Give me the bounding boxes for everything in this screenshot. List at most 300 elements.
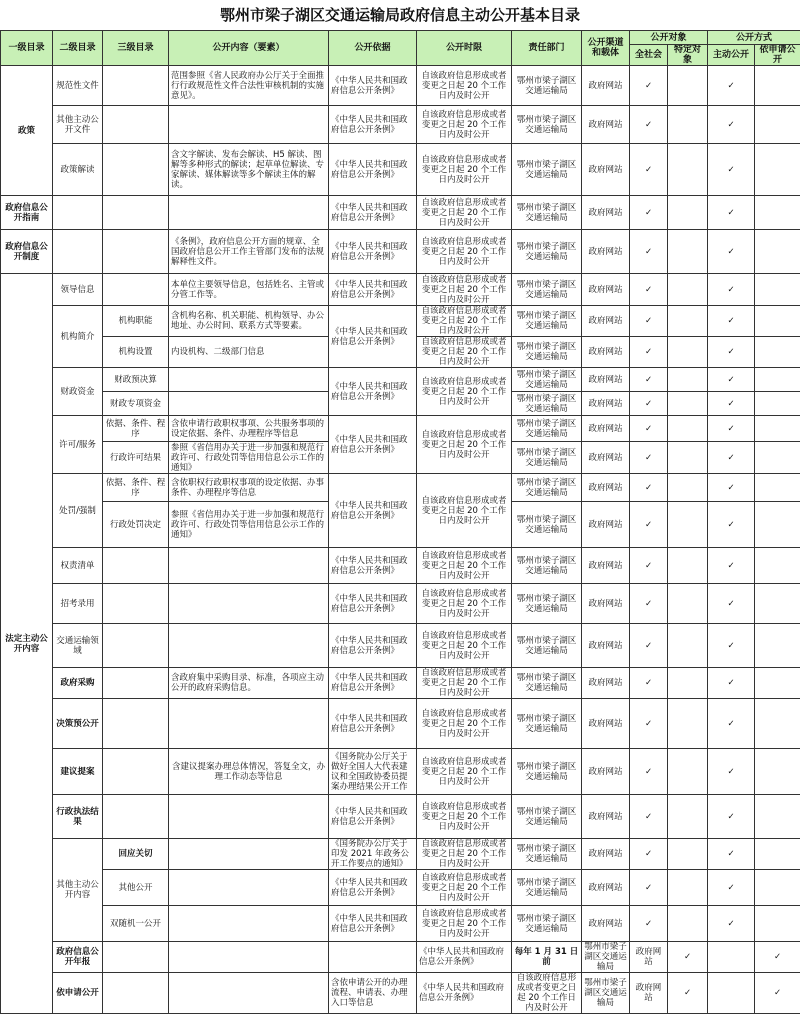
basis-cell: 《中华人民共和国政府信息公开条例》: [329, 230, 417, 274]
level2-cell: 财政资金: [53, 368, 103, 416]
empty-cell: [103, 196, 169, 230]
channel-cell: 政府网站: [582, 306, 630, 337]
check-mark: ✓: [708, 442, 755, 474]
empty-cell: [755, 906, 800, 942]
check-mark: ✓: [630, 795, 668, 839]
dept-cell: 鄂州市梁子湖区交通运输局: [512, 699, 582, 749]
table-row: [1, 306, 800, 337]
empty-cell: [103, 624, 169, 668]
empty-cell: [103, 973, 169, 1014]
table-row: [1, 368, 800, 392]
check-mark: ✓: [708, 106, 755, 144]
table-row: [1, 699, 800, 749]
empty-cell: [668, 474, 708, 502]
empty-cell: [668, 839, 708, 870]
empty-cell: [668, 502, 708, 548]
empty-cell: [755, 839, 800, 870]
basis-cell: 《中华人民共和国政府信息公开条例》: [329, 624, 417, 668]
check-mark: ✓: [630, 668, 668, 699]
check-mark: ✓: [708, 368, 755, 392]
empty-cell: [755, 144, 800, 196]
basis-cell: 《中华人民共和国政府信息公开条例》: [329, 795, 417, 839]
empty-cell: [103, 584, 169, 624]
level2-cell: 建议提案: [53, 749, 103, 795]
dept-cell: 鄂州市梁子湖区交通运输局: [512, 668, 582, 699]
dept-cell: 鄂州市梁子湖区交通运输局: [512, 502, 582, 548]
time-cell: 自该政府信息形成或者变更之日起 20 个工作日内及时公开: [512, 973, 582, 1014]
level3-cell: [103, 144, 169, 196]
level1-cell: 法定主动公开内容: [1, 274, 53, 1014]
check-mark: ✓: [708, 749, 755, 795]
channel-cell: 政府网站: [630, 942, 668, 973]
empty-cell: [668, 416, 708, 442]
basis-cell: 《中华人民共和国政府信息公开条例》: [329, 668, 417, 699]
table-row: [1, 474, 800, 502]
dept-cell: 鄂州市梁子湖区交通运输局: [512, 548, 582, 584]
level2-cell: 许可/服务: [53, 416, 103, 474]
empty-cell: [668, 66, 708, 106]
basis-cell: 《中华人民共和国政府信息公开条例》: [329, 906, 417, 942]
dept-cell: 鄂州市梁子湖区交通运输局: [512, 584, 582, 624]
check-mark: ✓: [708, 337, 755, 368]
empty-cell: [668, 584, 708, 624]
empty-cell: [169, 942, 329, 973]
dept-cell: 鄂州市梁子湖区交通运输局: [512, 66, 582, 106]
channel-cell: 政府网站: [582, 106, 630, 144]
dept-cell: 鄂州市梁子湖区交通运输局: [512, 144, 582, 196]
content-cell: 含依申请行政职权事项、公共服务事项的设定依据、条件、办理程序等信息: [169, 416, 329, 442]
check-mark: ✓: [630, 624, 668, 668]
empty-cell: [169, 839, 329, 870]
level2-cell: 权责清单: [53, 548, 103, 584]
empty-cell: [103, 795, 169, 839]
check-mark: ✓: [630, 416, 668, 442]
channel-cell: 政府网站: [582, 392, 630, 416]
empty-cell: [668, 870, 708, 906]
level2-cell: 其他主动公开文件: [53, 106, 103, 144]
table-row: [1, 196, 800, 230]
table-row: [1, 106, 800, 144]
empty-cell: [53, 196, 103, 230]
check-mark: ✓: [630, 442, 668, 474]
table-row: [1, 584, 800, 624]
table-row: [1, 749, 800, 795]
header-target-specific: 特定对象: [668, 45, 708, 66]
check-mark: ✓: [708, 230, 755, 274]
dept-cell: 鄂州市梁子湖区交通运输局: [512, 906, 582, 942]
level2-cell: 政府采购: [53, 668, 103, 699]
header-level1: 一级目录: [1, 31, 53, 66]
basis-cell: 《中华人民共和国政府信息公开条例》: [329, 106, 417, 144]
empty-cell: [755, 306, 800, 337]
header-content: 公开内容（要素）: [169, 31, 329, 66]
table-row: [1, 795, 800, 839]
empty-cell: [169, 795, 329, 839]
channel-cell: 政府网站: [582, 870, 630, 906]
table-row: [1, 66, 800, 106]
check-mark: ✓: [708, 548, 755, 584]
check-mark: ✓: [630, 749, 668, 795]
dept-cell: 鄂州市梁子湖区交通运输局: [512, 306, 582, 337]
channel-cell: 政府网站: [582, 749, 630, 795]
empty-cell: [755, 416, 800, 442]
channel-cell: 政府网站: [582, 230, 630, 274]
dept-cell: 鄂州市梁子湖区交通运输局: [512, 416, 582, 442]
level2-cell: 政策解读: [53, 144, 103, 196]
time-cell: 自该政府信息形成或者变更之日起 20 个工作日内及时公开: [417, 906, 512, 942]
empty-cell: [169, 368, 329, 392]
empty-cell: [169, 624, 329, 668]
empty-cell: [668, 144, 708, 196]
content-cell: 含建议提案办理总体情况，答复全文，办理工作动态等信息: [169, 749, 329, 795]
basis-cell: 《中华人民共和国政府信息公开条例》: [329, 144, 417, 196]
header-dept: 责任部门: [512, 31, 582, 66]
empty-cell: [755, 548, 800, 584]
basis-cell: 《中华人民共和国政府信息公开条例》: [329, 196, 417, 230]
time-cell: 自该政府信息形成或者变更之日起 20 个工作日内及时公开: [417, 274, 512, 306]
empty-cell: [668, 624, 708, 668]
check-mark: ✓: [708, 795, 755, 839]
dept-cell: 鄂州市梁子湖区交通运输局: [512, 230, 582, 274]
table-row: [1, 906, 800, 942]
empty-cell: [668, 337, 708, 368]
check-mark: ✓: [630, 699, 668, 749]
empty-cell: [169, 906, 329, 942]
content-cell: [169, 106, 329, 144]
empty-cell: [755, 624, 800, 668]
empty-cell: [103, 230, 169, 274]
channel-cell: 政府网站: [582, 274, 630, 306]
time-cell: 自该政府信息形成或者变更之日起 20 个工作日内及时公开: [417, 548, 512, 584]
channel-cell: 政府网站: [582, 442, 630, 474]
time-cell: 自该政府信息形成或者变更之日起 20 个工作日内及时公开: [417, 795, 512, 839]
level2-cell: 决策预公开: [53, 699, 103, 749]
check-mark: ✓: [630, 337, 668, 368]
channel-cell: 政府网站: [582, 196, 630, 230]
header-target-group: 公开对象: [630, 31, 708, 45]
header-time: 公开时限: [417, 31, 512, 66]
time-cell: 自该政府信息形成或者变更之日起 20 个工作日内及时公开: [417, 474, 512, 548]
check-mark: ✓: [708, 274, 755, 306]
basis-cell: 《中华人民共和国政府信息公开条例》: [329, 306, 417, 368]
level2-cell: 交通运输领域: [53, 624, 103, 668]
empty-cell: [668, 906, 708, 942]
level3-cell: [103, 66, 169, 106]
dept-cell: 鄂州市梁子湖区交通运输局: [512, 474, 582, 502]
level3-cell: 双随机一公开: [103, 906, 169, 942]
empty-cell: [668, 368, 708, 392]
time-cell: 自该政府信息形成或者变更之日起 20 个工作日内及时公开: [417, 144, 512, 196]
level3-cell: 依据、条件、程序: [103, 416, 169, 442]
dept-cell: 鄂州市梁子湖区交通运输局: [512, 870, 582, 906]
basis-cell: 《中华人民共和国政府信息公开条例》: [329, 584, 417, 624]
dept-cell: 鄂州市梁子湖区交通运输局: [512, 368, 582, 392]
empty-cell: [755, 502, 800, 548]
channel-cell: 政府网站: [582, 416, 630, 442]
time-cell: 自该政府信息形成或者变更之日起 20 个工作日内及时公开: [417, 196, 512, 230]
channel-cell: 政府网站: [582, 548, 630, 584]
basis-cell: 《国务院办公厅关于印发 2021 年政务公开工作要点的通知》: [329, 839, 417, 870]
check-mark: ✓: [668, 942, 708, 973]
table-row: [1, 624, 800, 668]
level3-cell: [103, 106, 169, 144]
check-mark: ✓: [630, 196, 668, 230]
content-cell: 含依申请公开的办理流程、申请表、办理入口等信息: [329, 973, 417, 1014]
empty-cell: [668, 306, 708, 337]
level3-cell: 机构设置: [103, 337, 169, 368]
dept-cell: 鄂州市梁子湖区交通运输局: [512, 106, 582, 144]
empty-cell: [668, 274, 708, 306]
header-level2: 二级目录: [53, 31, 103, 66]
check-mark: ✓: [630, 392, 668, 416]
table-row: [1, 668, 800, 699]
level3-cell: 财政预决算: [103, 368, 169, 392]
basis-cell: 《中华人民共和国政府信息公开条例》: [329, 416, 417, 474]
table-row: [1, 416, 800, 442]
channel-cell: 政府网站: [582, 624, 630, 668]
empty-cell: [103, 274, 169, 306]
check-mark: ✓: [708, 66, 755, 106]
empty-cell: [755, 870, 800, 906]
check-mark: ✓: [630, 144, 668, 196]
empty-cell: [755, 795, 800, 839]
level2-cell: 领导信息: [53, 274, 103, 306]
level3-cell: 行政许可结果: [103, 442, 169, 474]
level2-cell: 处罚/强制: [53, 474, 103, 548]
empty-cell: [668, 230, 708, 274]
header-basis: 公开依据: [329, 31, 417, 66]
table-row: [1, 870, 800, 906]
time-cell: 自该政府信息形成或者变更之日起 20 个工作日内及时公开: [417, 749, 512, 795]
check-mark: ✓: [708, 624, 755, 668]
empty-cell: [103, 668, 169, 699]
time-cell: 自该政府信息形成或者变更之日起 20 个工作日内及时公开: [417, 337, 512, 368]
header-mode-active: 主动公开: [708, 45, 755, 66]
channel-cell: 政府网站: [582, 368, 630, 392]
check-mark: ✓: [708, 502, 755, 548]
check-mark: ✓: [630, 839, 668, 870]
empty-cell: [755, 106, 800, 144]
channel-cell: 政府网站: [582, 66, 630, 106]
time-cell: 自该政府信息形成或者变更之日起 20 个工作日内及时公开: [417, 584, 512, 624]
time-cell: 自该政府信息形成或者变更之日起 20 个工作日内及时公开: [417, 668, 512, 699]
check-mark: ✓: [630, 66, 668, 106]
check-mark: ✓: [708, 474, 755, 502]
check-mark: ✓: [708, 870, 755, 906]
level2-cell: 其他主动公开内容: [53, 839, 103, 942]
empty-cell: [53, 230, 103, 274]
dept-cell: 鄂州市梁子湖区交通运输局: [512, 624, 582, 668]
dept-cell: 鄂州市梁子湖区交通运输局: [512, 337, 582, 368]
channel-cell: 政府网站: [582, 474, 630, 502]
basis-cell: 《中华人民共和国政府信息公开条例》: [329, 274, 417, 306]
empty-cell: [103, 942, 169, 973]
channel-cell: 政府网站: [582, 906, 630, 942]
time-cell: 自该政府信息形成或者变更之日起 20 个工作日内及时公开: [417, 839, 512, 870]
time-cell: 每年 1 月 31 日前: [512, 942, 582, 973]
empty-cell: [668, 749, 708, 795]
empty-cell: [668, 795, 708, 839]
content-cell: 本单位主要领导信息，包括姓名、主管或分管工作等。: [169, 274, 329, 306]
dept-cell: 鄂州市梁子湖区交通运输局: [512, 795, 582, 839]
empty-cell: [103, 749, 169, 795]
level3-cell: 依据、条件、程序: [103, 474, 169, 502]
empty-cell: [169, 392, 329, 416]
check-mark: ✓: [630, 106, 668, 144]
header-mode-request: 依申请公开: [755, 45, 800, 66]
level2-cell: 行政执法结果: [53, 795, 103, 839]
basis-cell: 《国务院办公厅关于做好全国人大代表建议和全国政协委员提案办理结果公开工作: [329, 749, 417, 795]
level1-cell: 政府信息公开指南: [1, 196, 53, 230]
basis-cell: 《中华人民共和国政府信息公开条例》: [329, 368, 417, 416]
empty-cell: [668, 548, 708, 584]
time-cell: 自该政府信息形成或者变更之日起 20 个工作日内及时公开: [417, 416, 512, 474]
empty-cell: [169, 548, 329, 584]
empty-cell: [755, 66, 800, 106]
level1-cell: 政府信息公开制度: [1, 230, 53, 274]
content-cell: 含文字解读、发布会解读、H5 解读、图解等多种形式的解读；起草单位解读、专家解读、媒体解读等多个解读主体的解读。: [169, 144, 329, 196]
channel-cell: 政府网站: [630, 973, 668, 1014]
empty-cell: [668, 699, 708, 749]
check-mark: ✓: [708, 392, 755, 416]
empty-cell: [708, 942, 755, 973]
check-mark: ✓: [708, 668, 755, 699]
table-row: [1, 973, 800, 1014]
basis-cell: 《中华人民共和国政府信息公开条例》: [329, 870, 417, 906]
empty-cell: [169, 584, 329, 624]
content-cell: 含政府集中采购目录、标准，各项应主动公开的政府采购信息。: [169, 668, 329, 699]
page-title: 鄂州市梁子湖区交通运输局政府信息主动公开基本目录: [219, 6, 580, 24]
channel-cell: 政府网站: [582, 584, 630, 624]
header-target-all: 全社会: [630, 45, 668, 66]
empty-cell: [755, 368, 800, 392]
empty-cell: [668, 442, 708, 474]
check-mark: ✓: [630, 230, 668, 274]
time-cell: 自该政府信息形成或者变更之日起 20 个工作日内及时公开: [417, 66, 512, 106]
empty-cell: [755, 230, 800, 274]
level3-cell: 其他公开: [103, 870, 169, 906]
time-cell: 自该政府信息形成或者变更之日起 20 个工作日内及时公开: [417, 306, 512, 337]
dept-cell: 鄂州市梁子湖区交通运输局: [512, 749, 582, 795]
empty-cell: [169, 870, 329, 906]
basis-cell: 《中华人民共和国政府信息公开条例》: [329, 699, 417, 749]
content-cell: 范围参照《省人民政府办公厅关于全面推行行政规范性文件合法性审核机制的实施意见》。: [169, 66, 329, 106]
empty-cell: [169, 196, 329, 230]
empty-cell: [755, 749, 800, 795]
empty-cell: [755, 699, 800, 749]
empty-cell: [169, 699, 329, 749]
check-mark: ✓: [708, 839, 755, 870]
level3-cell: 机构职能: [103, 306, 169, 337]
content-cell: 内设机构、二级部门信息: [169, 337, 329, 368]
empty-cell: [755, 584, 800, 624]
dept-cell: 鄂州市梁子湖区交通运输局: [512, 392, 582, 416]
level3-cell: 财政专项资金: [103, 392, 169, 416]
content-cell: 参照《省信用办关于进一步加强和规范行政许可、行政处罚等信用信息公示工作的通知》: [169, 502, 329, 548]
channel-cell: 政府网站: [582, 668, 630, 699]
empty-cell: [755, 392, 800, 416]
time-cell: 自该政府信息形成或者变更之日起 20 个工作日内及时公开: [417, 870, 512, 906]
empty-cell: [708, 973, 755, 1014]
level2-cell: 规范性文件: [53, 66, 103, 106]
dept-cell: 鄂州市梁子湖区交通运输局: [582, 973, 630, 1014]
check-mark: ✓: [630, 584, 668, 624]
empty-cell: [329, 942, 417, 973]
check-mark: ✓: [630, 368, 668, 392]
header-row-1: [1, 31, 800, 45]
check-mark: ✓: [668, 973, 708, 1014]
content-cell: 《条例》，政府信息公开方面的规章、全国政府信息公开工作主管部门发布的法规解释性文件。: [169, 230, 329, 274]
check-mark: ✓: [708, 144, 755, 196]
table-row: [1, 144, 800, 196]
content-cell: 含依职权行政职权事项的设定依据、办事条件、办理程序等信息: [169, 474, 329, 502]
basis-cell: 《中华人民共和国政府信息公开条例》: [329, 548, 417, 584]
level1-cell: 政策: [1, 66, 53, 196]
table-row: [1, 230, 800, 274]
check-mark: ✓: [630, 548, 668, 584]
dept-cell: 鄂州市梁子湖区交通运输局: [512, 274, 582, 306]
basis-cell: 《中华人民共和国政府信息公开条例》: [329, 474, 417, 548]
empty-cell: [755, 337, 800, 368]
check-mark: ✓: [630, 474, 668, 502]
time-cell: 自该政府信息形成或者变更之日起 20 个工作日内及时公开: [417, 624, 512, 668]
dept-cell: 鄂州市梁子湖区交通运输局: [582, 942, 630, 973]
header-level3: 三级目录: [103, 31, 169, 66]
check-mark: ✓: [630, 502, 668, 548]
check-mark: ✓: [708, 416, 755, 442]
level1-cell: 依申请公开: [53, 973, 103, 1014]
empty-cell: [755, 442, 800, 474]
channel-cell: 政府网站: [582, 795, 630, 839]
empty-cell: [103, 699, 169, 749]
check-mark: ✓: [708, 906, 755, 942]
time-cell: 自该政府信息形成或者变更之日起 20 个工作日内及时公开: [417, 368, 512, 416]
level3-cell: 回应关切: [103, 839, 169, 870]
level2-cell: 机构简介: [53, 306, 103, 368]
empty-cell: [169, 973, 329, 1014]
check-mark: ✓: [755, 973, 800, 1014]
check-mark: ✓: [755, 942, 800, 973]
empty-cell: [668, 106, 708, 144]
basis-cell: 《中华人民共和国政府信息公开条例》: [417, 942, 512, 973]
table-row: [1, 942, 800, 973]
empty-cell: [668, 392, 708, 416]
table-row: [1, 274, 800, 306]
check-mark: ✓: [708, 699, 755, 749]
check-mark: ✓: [630, 906, 668, 942]
channel-cell: 政府网站: [582, 502, 630, 548]
empty-cell: [668, 196, 708, 230]
empty-cell: [668, 668, 708, 699]
check-mark: ✓: [708, 306, 755, 337]
channel-cell: 政府网站: [582, 337, 630, 368]
channel-cell: 政府网站: [582, 699, 630, 749]
header-channel: 公开渠道和载体: [582, 31, 630, 66]
level2-cell: 招考录用: [53, 584, 103, 624]
content-cell: 参照《省信用办关于进一步加强和规范行政许可、行政处罚等信用信息公示工作的通知》: [169, 442, 329, 474]
basis-cell: 《中华人民共和国政府信息公开条例》: [417, 973, 512, 1014]
empty-cell: [755, 274, 800, 306]
header-mode-group: 公开方式: [708, 31, 800, 45]
empty-cell: [755, 474, 800, 502]
check-mark: ✓: [630, 274, 668, 306]
dept-cell: 鄂州市梁子湖区交通运输局: [512, 196, 582, 230]
basis-cell: 《中华人民共和国政府信息公开条例》: [329, 66, 417, 106]
check-mark: ✓: [630, 306, 668, 337]
content-cell: 含机构名称、机关职能、机构领导、办公地址、办公时间、联系方式等要素。: [169, 306, 329, 337]
check-mark: ✓: [708, 196, 755, 230]
level3-cell: 行政处罚决定: [103, 502, 169, 548]
